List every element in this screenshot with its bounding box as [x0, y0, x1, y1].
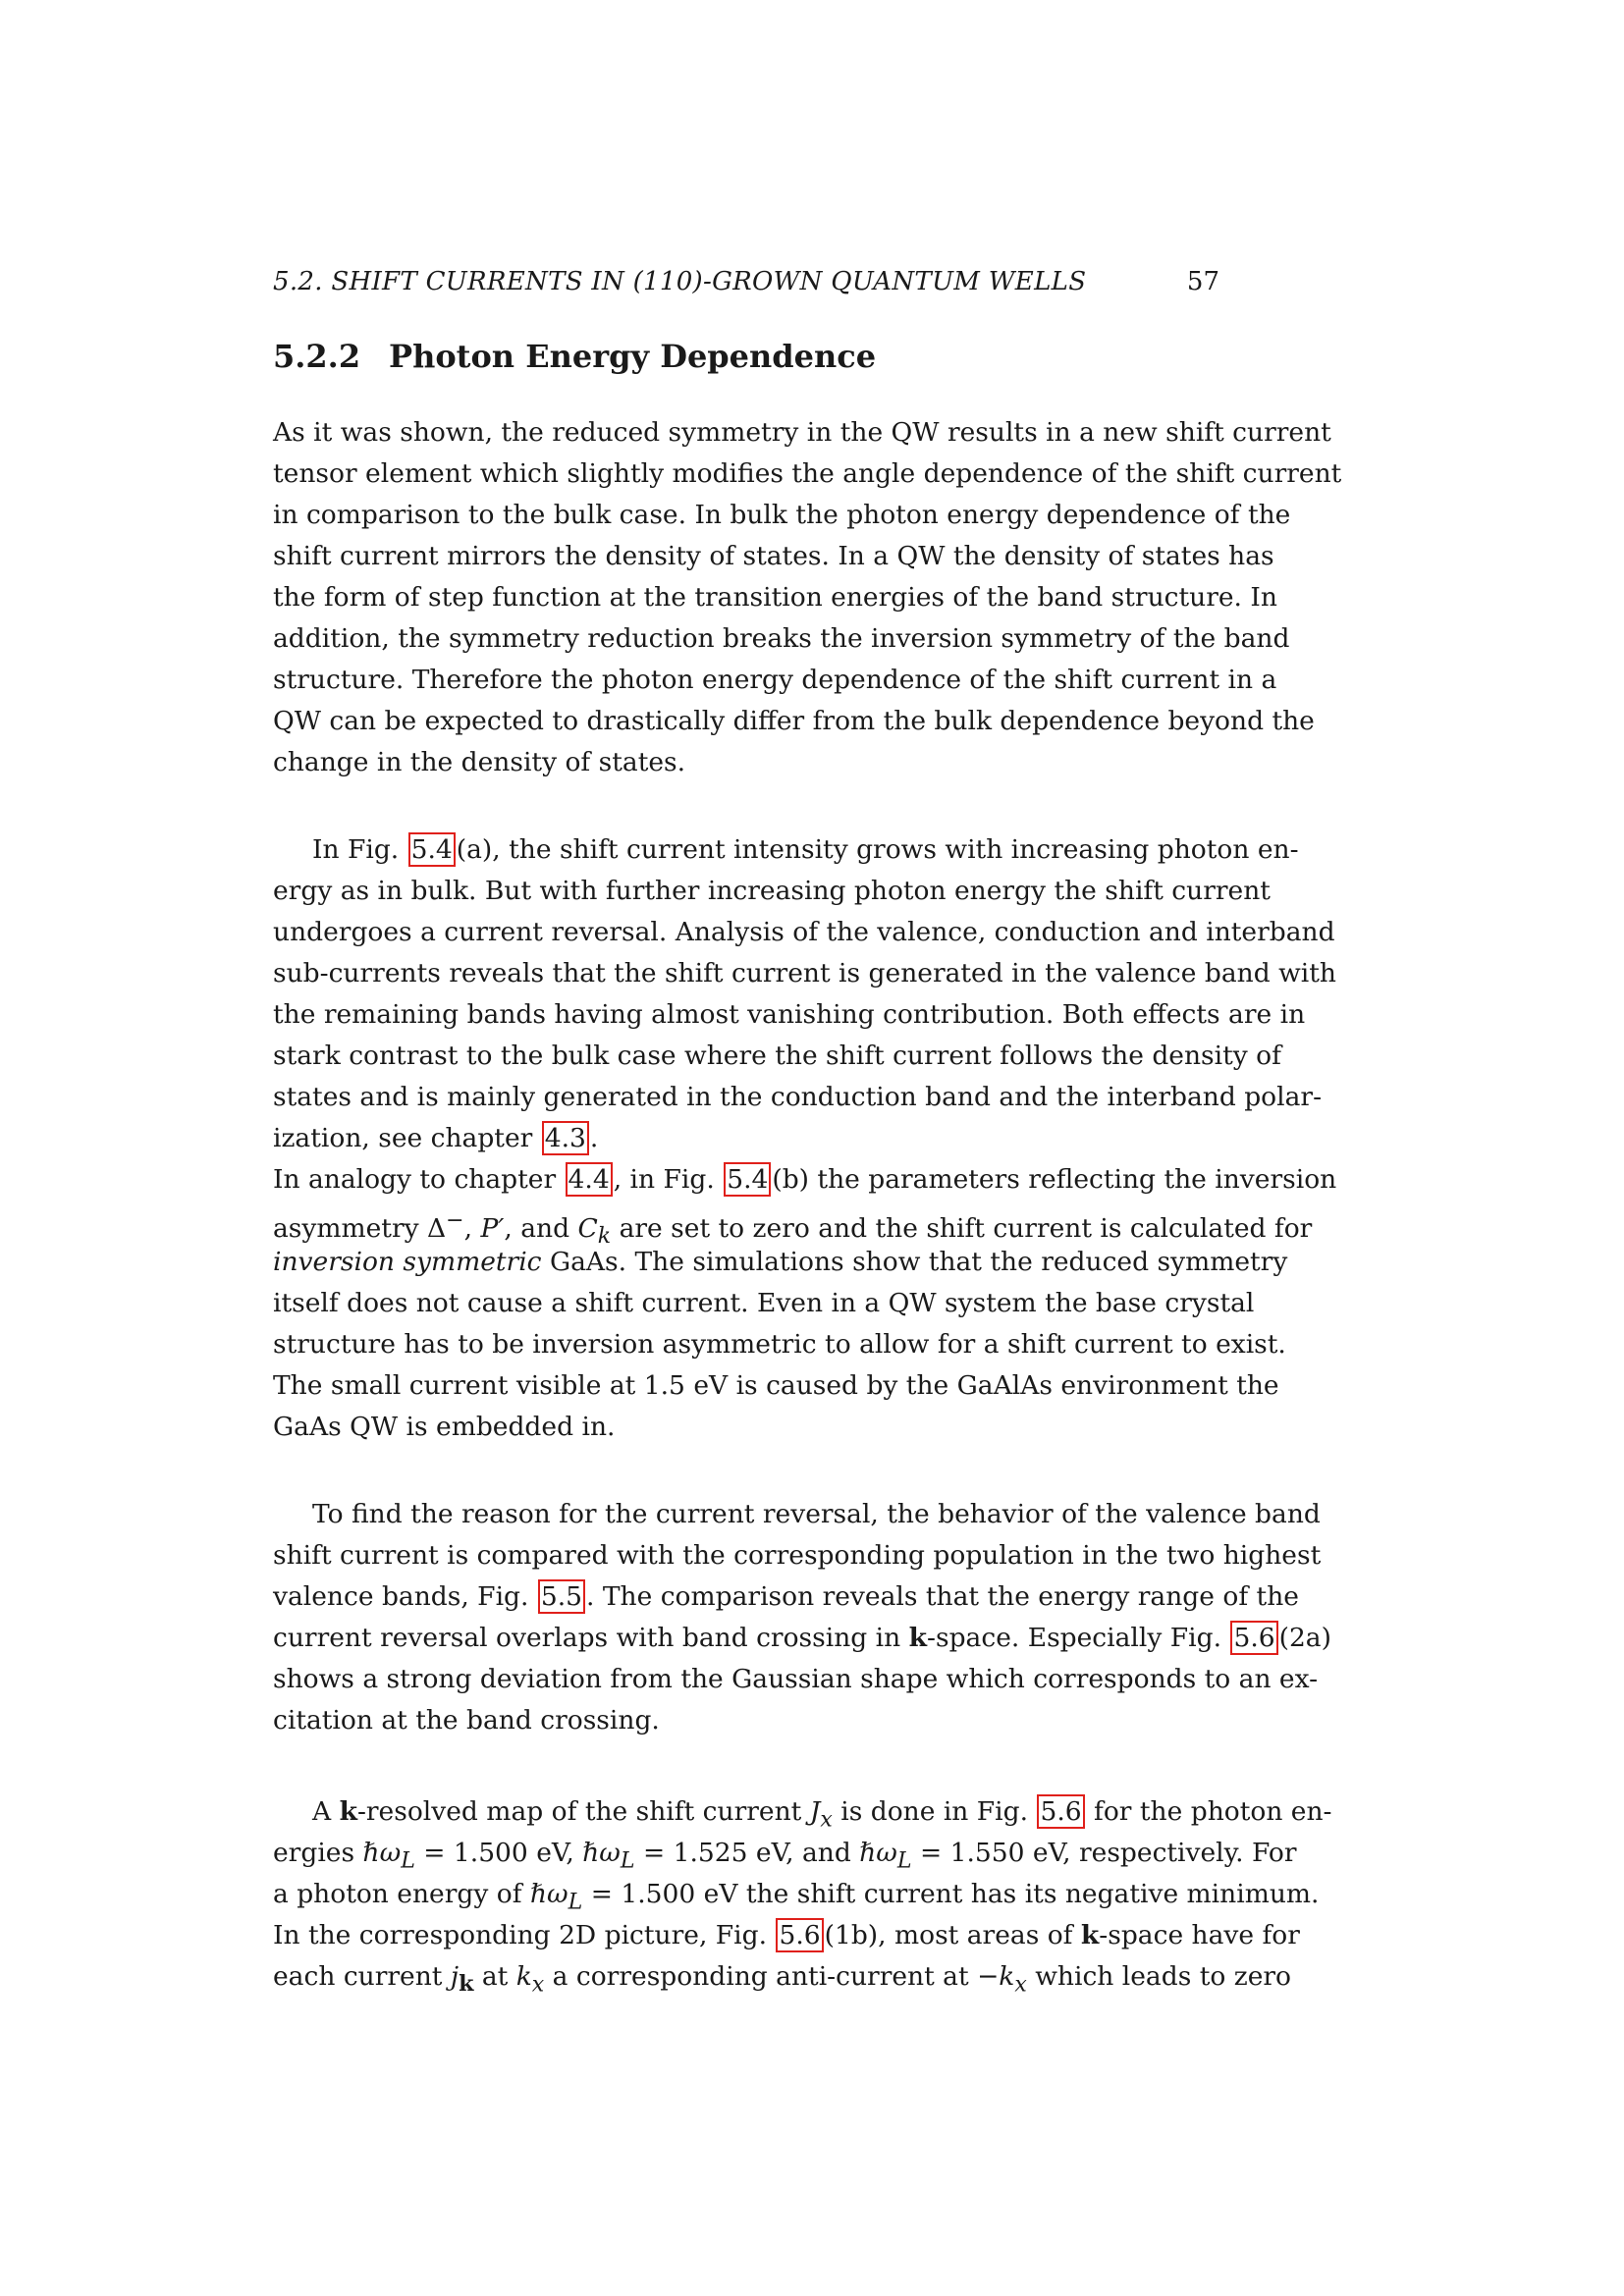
text-span: GaAs. The simulations show that the reduced symmetry: [541, 1247, 1288, 1277]
figure-link-5-6[interactable]: 5.6: [1230, 1621, 1277, 1655]
text-span: is done in Fig.: [832, 1796, 1037, 1827]
text-span: which leads to zero: [1026, 1961, 1292, 1992]
text-span: for the photon en-: [1085, 1796, 1332, 1827]
page-number: 57: [1186, 267, 1219, 296]
text-line: shift current is compared with the corresponding population in the two highest: [273, 1540, 1322, 1571]
figure-link-5-5[interactable]: 5.5: [538, 1579, 585, 1614]
text-line: in comparison to the bulk case. In bulk the photon energy dependence of the: [273, 500, 1291, 530]
text-span: = 1.500 eV,: [414, 1838, 583, 1868]
emphasis: inversion symmetric: [273, 1247, 542, 1277]
text-line: [273, 1874, 1320, 1915]
text-span: In analogy to chapter: [273, 1164, 565, 1195]
text-span: asymmetry: [273, 1212, 428, 1244]
running-head: [273, 267, 1219, 302]
text-span: In Fig.: [312, 834, 407, 865]
text-span: A: [312, 1796, 340, 1827]
figure-link-5-6[interactable]: 5.6: [1037, 1794, 1084, 1829]
text-span: -resolved map of the shift current: [356, 1796, 810, 1827]
math-j: j: [450, 1961, 460, 1992]
text-line: GaAs QW is embedded in.: [273, 1412, 616, 1442]
text-span: -space. Especially Fig.: [927, 1623, 1230, 1653]
math-sub: k: [459, 1971, 474, 1998]
math-j: J: [809, 1796, 821, 1827]
text-line: [273, 1618, 1331, 1659]
text-line: sub-currents reveals that the shift current is generated in the valence band with: [273, 958, 1336, 988]
text-span: , in Fig.: [613, 1164, 724, 1195]
text-span: = 1.525 eV, and: [634, 1838, 860, 1868]
text-line: stark contrast to the bulk case where the shift current follows the density of: [273, 1041, 1281, 1071]
math-hbar-omega: ℏω: [362, 1838, 402, 1868]
figure-link-5-4[interactable]: 5.4: [408, 832, 456, 867]
text-span: .: [589, 1123, 599, 1153]
text-line: itself does not cause a shift current. Even in a QW system the base crystal: [273, 1288, 1255, 1318]
text-line: structure has to be inversion asymmetric to allow for a shift current to exist.: [273, 1329, 1286, 1360]
math-bold-k: k: [339, 1796, 357, 1827]
text-line: change in the density of states.: [273, 747, 686, 777]
text-span: (a), the shift current intensity grows with increasing photon en-: [456, 834, 1299, 865]
math-k: k: [999, 1961, 1015, 1992]
text-line: [273, 1242, 1288, 1283]
text-line: QW can be expected to drastically differ from the bulk dependence beyond the: [273, 706, 1315, 736]
section-title: Photon Energy Dependence: [389, 338, 877, 375]
text-span: = 1.550 eV, respectively. For: [911, 1838, 1297, 1868]
math-hbar-omega: ℏω: [582, 1838, 621, 1868]
text-line: [273, 1833, 1297, 1874]
math-hbar-omega: ℏω: [859, 1838, 897, 1868]
math-sup: −: [446, 1208, 464, 1233]
math-c: C: [577, 1212, 598, 1244]
running-head-title: 5.2. SHIFT CURRENTS IN (110)-GROWN QUANTUM WELLS: [273, 267, 1087, 296]
text-span: are set to zero and the shift current is calculated for: [611, 1212, 1313, 1244]
text-span: ization, see chapter: [273, 1123, 541, 1153]
section-number: 5.2.2: [273, 338, 361, 375]
text-line: undergoes a current reversal. Analysis of the valence, conduction and interband: [273, 917, 1335, 947]
text-line: [273, 1576, 1299, 1618]
math-sub: x: [1014, 1972, 1027, 1998]
math-sub: L: [896, 1848, 912, 1874]
text-line: states and is mainly generated in the conduction band and the interband polar-: [273, 1082, 1323, 1112]
text-span: , and: [504, 1212, 578, 1244]
text-line: [312, 1791, 1332, 1833]
text-span: at: [473, 1961, 516, 1992]
text-span: (2a): [1278, 1623, 1331, 1653]
section-heading: [273, 338, 876, 375]
text-line: [273, 1915, 1300, 1956]
figure-link-5-4[interactable]: 5.4: [724, 1162, 771, 1197]
text-line: To find the reason for the current reversal, the behavior of the valence band: [312, 1499, 1321, 1529]
text-line: structure. Therefore the photon energy dependence of the shift current in a: [273, 665, 1277, 695]
math-hbar-omega: ℏω: [529, 1879, 568, 1909]
text-span: (b) the parameters reflecting the inversion: [772, 1164, 1337, 1195]
math-sub: x: [531, 1972, 545, 1998]
text-span: ,: [463, 1212, 481, 1244]
text-line: tensor element which slightly modifies the angle dependence of the shift current: [273, 458, 1342, 489]
math-sub: L: [401, 1848, 415, 1874]
text-span: current reversal overlaps with band crossing in: [273, 1623, 909, 1653]
text-line: [273, 1159, 1337, 1201]
text-span: (1b), most areas of: [824, 1920, 1081, 1950]
math-sub: k: [597, 1224, 612, 1250]
text-line: [273, 1956, 1292, 1998]
text-line: [273, 1118, 1219, 1159]
text-line: shift current mirrors the density of states. In a QW the density of states has: [273, 541, 1274, 571]
math-sub: L: [620, 1848, 635, 1874]
chapter-link-4-3[interactable]: 4.3: [542, 1121, 589, 1155]
text-line: ergy as in bulk. But with further increasing photon energy the shift current: [273, 876, 1271, 906]
figure-link-5-6[interactable]: 5.6: [776, 1918, 823, 1952]
text-span: In the corresponding 2D picture, Fig.: [273, 1920, 776, 1950]
text-span: each current: [273, 1961, 451, 1992]
math-sub: x: [820, 1807, 833, 1833]
text-span: a corresponding anti-current at: [544, 1961, 978, 1992]
chapter-link-4-4[interactable]: 4.4: [566, 1162, 613, 1197]
text-span: ergies: [273, 1838, 363, 1868]
text-line: shows a strong deviation from the Gaussian shape which corresponds to an ex-: [273, 1664, 1319, 1694]
text-line: As it was shown, the reduced symmetry in the QW results in a new shift current: [273, 417, 1331, 448]
text-line: [273, 1201, 1313, 1250]
math-sub: L: [568, 1890, 583, 1915]
text-line: The small current visible at 1.5 eV is caused by the GaAlAs environment the: [273, 1370, 1279, 1401]
text-span: valence bands, Fig.: [273, 1581, 537, 1612]
text-span: = 1.500 eV the shift current has its negative minimum.: [582, 1879, 1320, 1909]
text-line: addition, the symmetry reduction breaks the inversion symmetry of the band: [273, 623, 1290, 654]
text-line: citation at the band crossing.: [273, 1705, 660, 1735]
text-span: a photon energy of: [273, 1879, 530, 1909]
math-bold-k: k: [908, 1623, 928, 1653]
math-delta: Δ: [427, 1212, 447, 1244]
math-minus: −: [977, 1961, 1000, 1992]
text-line: the remaining bands having almost vanishing contribution. Both effects are in: [273, 999, 1306, 1030]
text-span: . The comparison reveals that the energy range of the: [586, 1581, 1299, 1612]
text-span: -space have for: [1099, 1920, 1300, 1950]
text-line: the form of step function at the transition energies of the band structure. In: [273, 582, 1277, 613]
math-bold-k: k: [1080, 1920, 1100, 1950]
text-line: [312, 829, 1299, 871]
math-p-prime: P′: [480, 1212, 505, 1244]
math-k: k: [515, 1961, 532, 1992]
